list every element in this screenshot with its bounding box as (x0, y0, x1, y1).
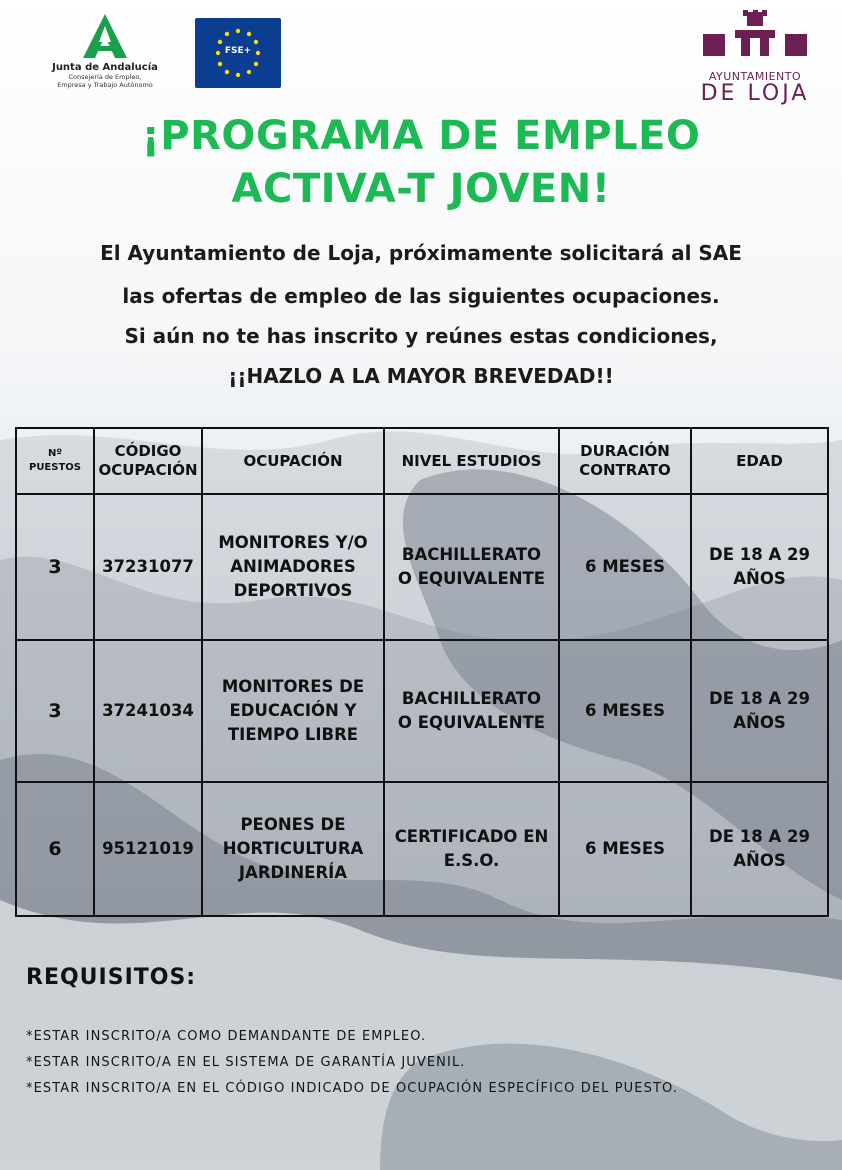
cell-ocupacion: MONITORES DE EDUCACIÓN Y TIEMPO LIBRE (202, 640, 384, 782)
table-row (16, 782, 828, 916)
requisitos-title: REQUISITOS: (26, 965, 197, 990)
requisitos-list (26, 1024, 678, 1102)
ayuntamiento-loja-logo (690, 8, 820, 106)
header-edad: EDAD (691, 428, 828, 494)
intro-line-1: El Ayuntamiento de Loja, próximamente solicitará al SAE (100, 241, 742, 265)
cell-puestos: 3 (16, 640, 94, 782)
junta-sub-1: Consejería de Empleo, (68, 73, 142, 81)
page-title-line-1: ¡PROGRAMA DE EMPLEO (141, 113, 701, 159)
cell-codigo: 37231077 (94, 494, 202, 640)
header-num-puestos: Nº PUESTOS (16, 428, 94, 494)
table-header-row (16, 428, 828, 494)
fse-label: FSE+ (224, 46, 252, 56)
cell-codigo: 37241034 (94, 640, 202, 782)
cell-nivel-estudios: BACHILLERATO O EQUIVALENTE (384, 640, 559, 782)
cell-codigo: 95121019 (94, 782, 202, 916)
castle-icon (695, 8, 815, 64)
cell-duracion: 6 MESES (559, 782, 691, 916)
intro-line-3: Si aún no te has inscrito y reúnes estas condiciones, (124, 324, 718, 348)
cell-ocupacion: MONITORES Y/O ANIMADORES DEPORTIVOS (202, 494, 384, 640)
page-title-line-2: ACTIVA-T JOVEN! (231, 166, 611, 212)
list-item: *ESTAR INSCRITO/A EN EL SISTEMA DE GARANTÍA JUVENIL. (26, 1055, 466, 1070)
cell-nivel-estudios: BACHILLERATO O EQUIVALENTE (384, 494, 559, 640)
intro-line-2: las ofertas de empleo de las siguientes ocupaciones. (122, 284, 720, 308)
cell-puestos: 6 (16, 782, 94, 916)
cell-edad: DE 18 A 29 AÑOS (691, 640, 828, 782)
intro-line-4: ¡¡HAZLO A LA MAYOR BREVEDAD!! (228, 364, 614, 388)
cell-duracion: 6 MESES (559, 640, 691, 782)
cell-edad: DE 18 A 29 AÑOS (691, 494, 828, 640)
cell-duracion: 6 MESES (559, 494, 691, 640)
junta-name: Junta de Andalucía (52, 62, 158, 73)
junta-a-icon (81, 12, 129, 60)
list-item: *ESTAR INSCRITO/A EN EL CÓDIGO INDICADO DE OCUPACIÓN ESPECÍFICO DEL PUESTO. (26, 1081, 679, 1096)
loja-line-1: AYUNTAMIENTO (708, 70, 802, 83)
junta-andalucia-logo (40, 12, 170, 102)
cell-nivel-estudios: CERTIFICADO EN E.S.O. (384, 782, 559, 916)
header-duracion-contrato: DURACIÓN CONTRATO (559, 428, 691, 494)
list-item: *ESTAR INSCRITO/A COMO DEMANDANTE DE EMPLEO. (26, 1029, 427, 1044)
junta-sub-2: Empresa y Trabajo Autónomo (57, 81, 153, 89)
cell-ocupacion: PEONES DE HORTICULTURA JARDINERÍA (202, 782, 384, 916)
cell-puestos: 3 (16, 494, 94, 640)
header-nivel-estudios: NIVEL ESTUDIOS (384, 428, 559, 494)
table-row (16, 494, 828, 640)
header-ocupacion: OCUPACIÓN (202, 428, 384, 494)
job-offers-table (15, 427, 829, 917)
eu-fse-logo (195, 18, 281, 88)
header-codigo-ocupacion: CÓDIGO OCUPACIÓN (94, 428, 202, 494)
table-row (16, 640, 828, 782)
loja-line-2: DE LOJA (700, 81, 810, 106)
cell-edad: DE 18 A 29 AÑOS (691, 782, 828, 916)
